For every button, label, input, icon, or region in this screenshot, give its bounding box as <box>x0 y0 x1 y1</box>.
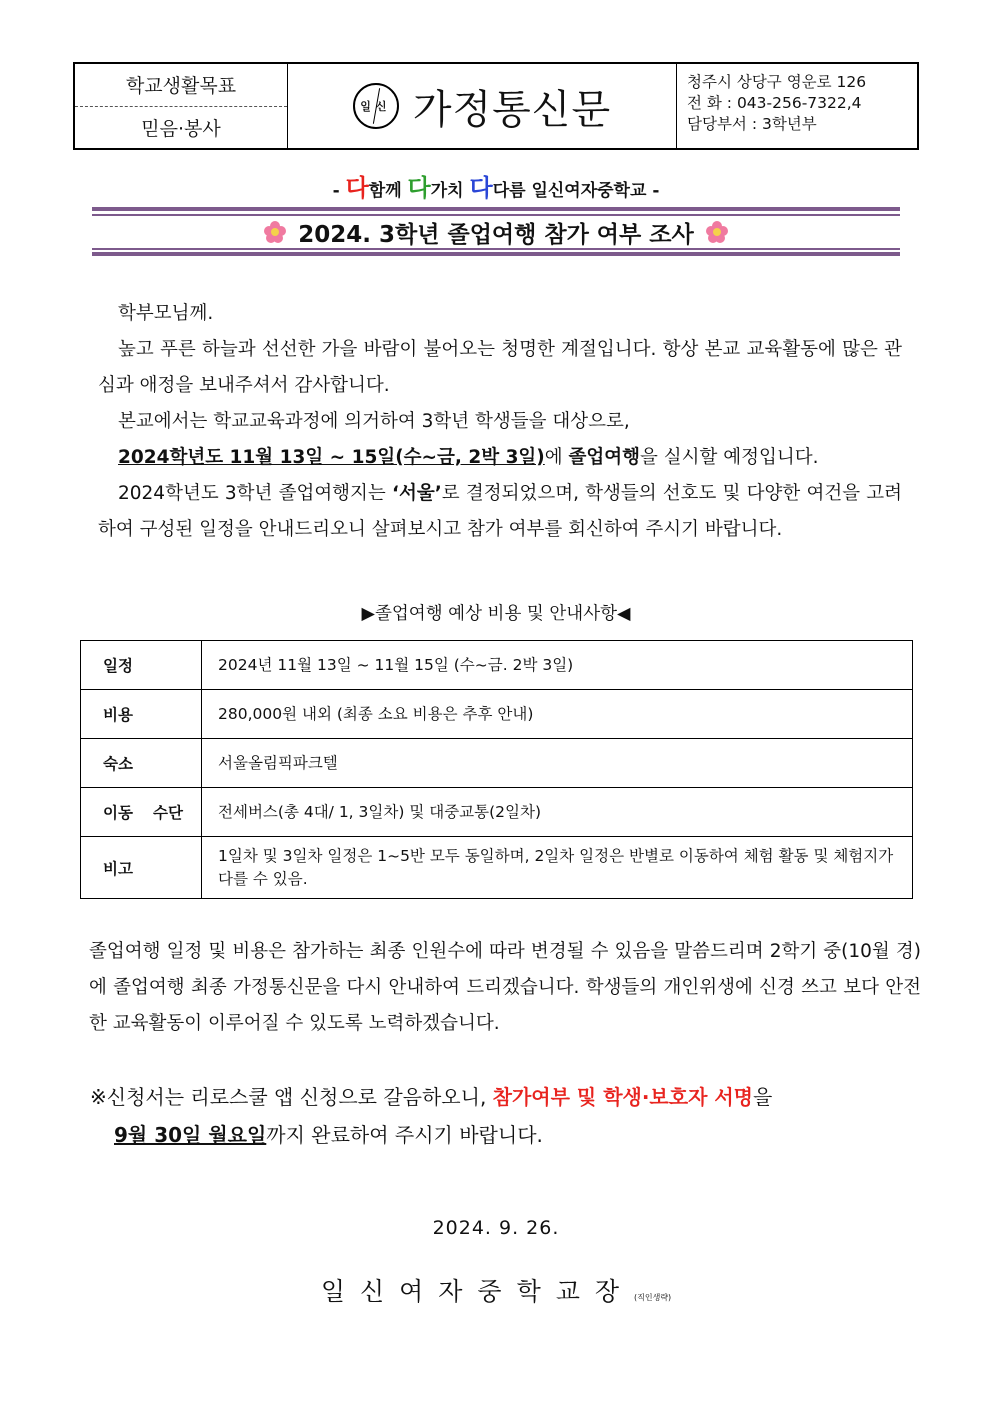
title-rule-bottom-thick <box>92 252 900 256</box>
trip-word: 졸업여행 <box>568 447 641 468</box>
slogan-prefix: - <box>332 181 346 201</box>
school-logo <box>353 83 399 129</box>
destination: ‘서울’ <box>391 483 442 504</box>
paragraph-4 <box>98 476 902 548</box>
closing-text: 졸업여행 일정 및 비용은 참가하는 최종 인원수에 따라 변경될 수 있음을 말씀드리며 2학기 중(10월 경)에 졸업여행 최종 가정통신문을 다시 안내하여 드리겠습니다. 학생들의 개인위생에 신경 쓰고 보다 안전한 교육활동이 이루어질 수 있도록 노력하겠습니다. <box>89 941 921 1034</box>
school-goal-box <box>75 64 288 148</box>
signature-block <box>0 1272 992 1308</box>
row-value: 서울올림픽파크텔 <box>202 739 913 788</box>
table-row <box>81 837 913 899</box>
department: 담당부서 : 3학년부 <box>687 115 817 133</box>
row-key: 숙소 <box>81 739 202 788</box>
document-title-bar <box>92 216 900 248</box>
paragraph-2: 본교에서는 학교교육과정에 의거하여 3학년 학생들을 대상으로, <box>118 411 630 432</box>
table-row <box>81 641 913 690</box>
slogan-da-3: 다 <box>469 174 493 202</box>
flower-icon <box>706 221 728 243</box>
notice-line-1 <box>90 1078 920 1116</box>
slogan-da-2: 다 <box>407 174 431 202</box>
title-rule-bottom-thin <box>92 248 900 250</box>
table-caption: ▶졸업여행 예상 비용 및 안내사항◀ <box>361 604 631 624</box>
slogan <box>0 168 992 203</box>
notice-a: ※신청서는 리로스쿨 앱 신청으로 갈음하오니, <box>90 1085 493 1109</box>
row-value: 1일차 및 3일차 일정은 1~5반 모두 동일하며, 2일차 일정은 반별로 이동하여 체험 활동 및 체험지가 다를 수 있음. <box>202 837 913 899</box>
paragraph-3 <box>98 440 902 476</box>
contact-box <box>677 64 917 148</box>
table-row <box>81 690 913 739</box>
notice-c: 을 <box>753 1085 773 1109</box>
address: 청주시 상당구 영운로 126 <box>687 73 867 91</box>
slogan-suffix: - <box>646 181 660 201</box>
slogan-word-3: 다름 일신여자중학교 <box>492 181 647 201</box>
row-key: 이동 수단 <box>81 788 202 837</box>
letterhead <box>73 62 919 150</box>
deadline: 9월 30일 월요일 <box>114 1123 267 1147</box>
paragraph-3-end: 을 실시할 예정입니다. <box>640 447 819 468</box>
goal-label: 학교생활목표 <box>75 64 287 107</box>
logo-text: 일신 <box>360 100 392 113</box>
paragraph-3-mid: 에 <box>544 447 569 468</box>
issue-date: 2024. 9. 26. <box>432 1217 560 1239</box>
table-row <box>81 739 913 788</box>
row-key: 비용 <box>81 690 202 739</box>
paragraph-1: 높고 푸른 하늘과 선선한 가을 바람이 불어오는 청명한 계절입니다. 항상 본교 교육활동에 많은 관심과 애정을 보내주셔서 감사합니다. <box>98 339 902 396</box>
letter-body <box>98 296 902 548</box>
flower-icon <box>264 221 286 243</box>
trip-info-table <box>80 640 913 899</box>
table-row <box>81 788 913 837</box>
closing-paragraph <box>89 934 921 1042</box>
submission-notice <box>90 1078 920 1154</box>
signature: 일신여자중학교장 <box>320 1277 635 1306</box>
title-rule-top-thick <box>92 207 900 211</box>
paragraph-4-a: 2024학년도 3학년 졸업여행지는 <box>118 483 392 504</box>
row-key: 일정 <box>81 641 202 690</box>
notice-highlight: 참가여부 및 학생·보호자 서명 <box>492 1085 753 1109</box>
greeting: 학부모님께. <box>118 303 214 324</box>
trip-dates: 2024학년도 11월 13일 ~ 15일(수~금, 2박 3일) <box>118 447 545 468</box>
row-value: 2024년 11월 13일 ~ 11월 15일 (수~금. 2박 3일) <box>202 641 913 690</box>
slogan-word-2: 가치 <box>430 181 470 201</box>
phone: 전 화 : 043-256-7322,4 <box>687 94 862 112</box>
row-value: 전세버스(총 4대/ 1, 3일차) 및 대중교통(2일차) <box>202 788 913 837</box>
row-key: 비고 <box>81 837 202 899</box>
document-title: 2024. 3학년 졸업여행 참가 여부 조사 <box>298 221 694 248</box>
goal-value: 믿음·봉사 <box>141 117 221 140</box>
seal-omitted-note: (직인생략) <box>634 1293 672 1302</box>
letter-title: 가정통신문 <box>412 86 612 133</box>
letter-title-box <box>288 64 677 148</box>
row-value: 280,000원 내외 (최종 소요 비용은 추후 안내) <box>202 690 913 739</box>
notice-line-2 <box>90 1116 920 1154</box>
paragraph-4-c: 로 결정되었으며, 학생들의 선호도 및 다양한 여건을 고려하여 구성된 일정을 안내드리오니 살펴보시고 참가 여부를 회신하여 주시기 바랍니다. <box>98 483 902 540</box>
notice-e: 까지 완료하여 주시기 바랍니다. <box>266 1123 543 1147</box>
slogan-da-1: 다 <box>345 174 369 202</box>
slogan-word-1: 함께 <box>368 181 408 201</box>
